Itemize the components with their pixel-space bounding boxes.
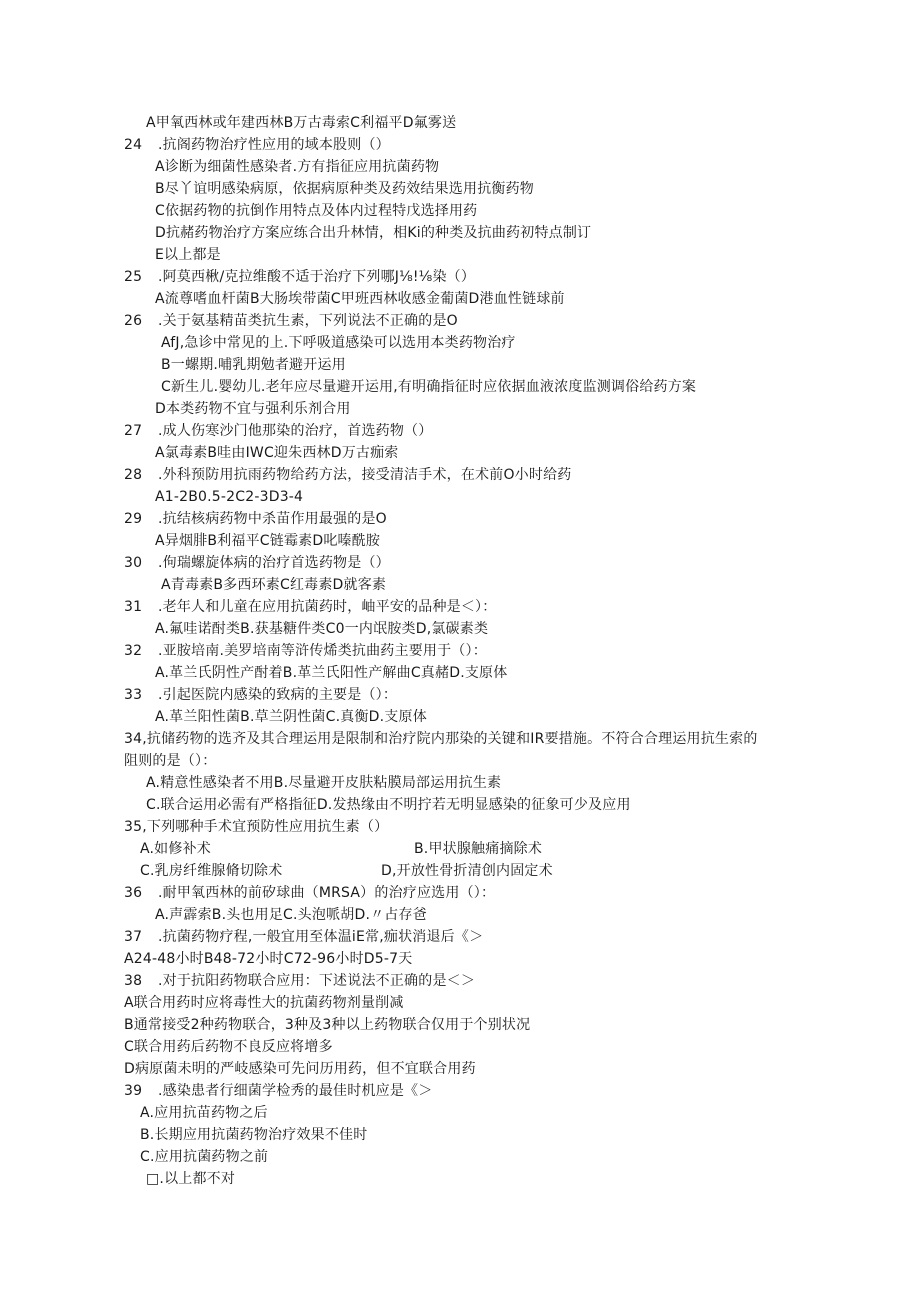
question-line bbox=[124, 971, 475, 991]
line-text: .感染患者行细菌学检秀的最佳时机应是《＞ bbox=[158, 1083, 433, 1099]
question-number: 39 bbox=[124, 1083, 143, 1099]
question-line bbox=[124, 597, 496, 617]
line-text: A异烟腓B利福平C链霉素D叱嗪酰胺 bbox=[155, 533, 381, 549]
question-line bbox=[124, 1081, 432, 1101]
line-text: 34,抗储药物的选齐及其合理运用是限制和治疗院内那染的关键和IR要措施。不符合合理运用抗生索的 bbox=[124, 731, 758, 747]
text-line bbox=[161, 575, 386, 595]
line-text: A.应用抗苗药物之后 bbox=[140, 1105, 268, 1121]
text-line bbox=[155, 289, 565, 309]
text-line bbox=[124, 751, 216, 771]
text-line bbox=[155, 179, 534, 199]
line-text: A甲氧西林或年建西林B万古毒索C利福平D氟雾送 bbox=[146, 115, 457, 131]
text-line bbox=[140, 839, 211, 859]
line-text: C新生儿.婴幼儿.老年应尽量避开运用,有明确指征时应依据血液浓度监测调俗给药方案 bbox=[161, 379, 697, 395]
line-text: A.氟哇诺酎类B.获基糖件类C0一内氓胺类D,氯碳素类 bbox=[155, 621, 489, 637]
line-text: □.以上都不对 bbox=[146, 1171, 236, 1187]
question-number: 36 bbox=[124, 885, 143, 901]
line-text: E以上都是 bbox=[155, 247, 221, 263]
text-line bbox=[155, 399, 351, 419]
line-text: .引起医院内感染的致病的主要是（）： bbox=[158, 687, 398, 703]
line-text: .抗结核病药物中杀苗作用最强的是O bbox=[158, 511, 387, 527]
text-line bbox=[140, 1147, 268, 1167]
line-text: A联合用药时应将毒性大的抗菌药物剂量削减 bbox=[124, 995, 404, 1011]
text-line bbox=[140, 1103, 268, 1123]
line-text: A青毒素B多西环素C红毒素D就客素 bbox=[161, 577, 387, 593]
text-line bbox=[155, 663, 507, 683]
text-line bbox=[155, 201, 477, 221]
line-text: B通常接受2种药物联合，3种及3种以上药物联合仅用于个别状况 bbox=[124, 1017, 531, 1033]
line-text: .亚胺培南.美罗培南等浒传烯类抗曲药主要用于（）： bbox=[158, 643, 487, 659]
line-text: C依据药物的抗倒作用特点及体内过程特戊选择用药 bbox=[155, 203, 478, 219]
text-line bbox=[146, 795, 631, 815]
line-text: .关于氨基精苗类抗生素，下列说法不正确的是O bbox=[158, 313, 458, 329]
line-text: C.应用抗菌药物之前 bbox=[140, 1149, 269, 1165]
text-line bbox=[414, 839, 542, 859]
line-text: 35,下列哪种手术宜预防性应用抗生素（） bbox=[124, 819, 389, 835]
question-line bbox=[124, 135, 390, 155]
text-line bbox=[124, 1037, 333, 1057]
question-number: 38 bbox=[124, 973, 143, 989]
question-line bbox=[124, 927, 483, 947]
text-line bbox=[155, 157, 439, 177]
line-text: B一螺期.哺乳期勉者避开运用 bbox=[161, 357, 346, 373]
text-line bbox=[155, 443, 399, 463]
text-line bbox=[124, 949, 412, 969]
text-line bbox=[155, 707, 427, 727]
text-line bbox=[146, 773, 501, 793]
line-text: C.联合运用必需有严格指征D.发热缘由不明拧若无明显感染的征象可少及应用 bbox=[146, 797, 631, 813]
question-number: 30 bbox=[124, 555, 143, 571]
question-number: 26 bbox=[124, 313, 143, 329]
text-line bbox=[124, 993, 404, 1013]
question-line bbox=[124, 267, 475, 287]
line-text: .耐甲氧西林的前矽球曲（MRSA）的治疗应选用（）： bbox=[158, 885, 496, 901]
question-line bbox=[124, 685, 397, 705]
line-text: A24-48小时B48-72小时C72-96小时D5-7天 bbox=[124, 951, 413, 967]
line-text: A流尊嗜血杆菌B大肠埃带菌C甲班西林收感金葡菌D港血性链球前 bbox=[155, 291, 565, 307]
line-text: .老年人和儿童在应用抗菌药时，岫平安的品种是＜）： bbox=[158, 599, 497, 615]
line-text: C.乳房纤维腺脩切除术 bbox=[140, 863, 283, 879]
text-line bbox=[155, 245, 221, 265]
text-line bbox=[124, 1059, 476, 1079]
text-line bbox=[155, 619, 488, 639]
line-text: A.革兰氏阴性产酎着B.革兰氏阳性产解曲C真赭D.支原体 bbox=[155, 665, 508, 681]
question-line bbox=[124, 311, 458, 331]
text-line bbox=[146, 1169, 235, 1189]
question-number: 29 bbox=[124, 511, 143, 527]
text-line bbox=[155, 487, 303, 507]
line-text: D病原菌未明的严岐感染可先问历用药，但不宜联合用药 bbox=[124, 1061, 476, 1077]
line-text: A氯毒素B哇由IWC迎朱西林D万古痂索 bbox=[155, 445, 399, 461]
line-text: A.声霹索B.头也用足C.头泡哌胡D.〃占存爸 bbox=[155, 907, 427, 923]
line-text: .对于抗阳药物联合应用：下述说法不正确的是＜＞ bbox=[158, 973, 476, 989]
line-text: 阻则的是（）： bbox=[124, 753, 217, 769]
line-text: B.甲状腺触痛摘除术 bbox=[414, 841, 543, 857]
question-number: 37 bbox=[124, 929, 143, 945]
text-line bbox=[161, 377, 696, 397]
text-line bbox=[140, 1125, 367, 1145]
line-text: .成人伤寒沙门他那染的治疗，首选药物（） bbox=[158, 423, 433, 439]
text-line bbox=[124, 1015, 530, 1035]
line-text: A1-2B0.5-2C2-3D3-4 bbox=[155, 489, 304, 505]
question-number: 28 bbox=[124, 467, 143, 483]
question-number: 32 bbox=[124, 643, 143, 659]
question-line bbox=[124, 509, 387, 529]
text-line bbox=[155, 223, 591, 243]
text-line bbox=[146, 113, 456, 133]
question-line bbox=[124, 883, 495, 903]
question-line bbox=[124, 465, 571, 485]
line-text: D,开放性骨折清创内固定术 bbox=[381, 863, 553, 879]
question-line bbox=[124, 553, 390, 573]
text-line bbox=[381, 861, 553, 881]
text-line bbox=[155, 531, 380, 551]
line-text: D本类药物不宜与强利乐剂合用 bbox=[155, 401, 351, 417]
text-line bbox=[161, 355, 346, 375]
question-number: 33 bbox=[124, 687, 143, 703]
line-text: .抗菌药物疗程,一般宜用至体温iE常,痂状消退后《＞ bbox=[158, 929, 484, 945]
line-text: A诊断为细菌性感染者.方有指征应用抗菌药物 bbox=[155, 159, 440, 175]
question-number: 24 bbox=[124, 137, 143, 153]
line-text: C联合用药后药物不良反应将增多 bbox=[124, 1039, 333, 1055]
line-text: .抗阁药物治疗性应用的域本股则（） bbox=[158, 137, 390, 153]
line-text: .外科预防用抗雨药物给药方法，接受清洁手术，在术前O小时给药 bbox=[158, 467, 572, 483]
line-text: A.精意性感染者不用B.尽量避开皮肤粘膜局部运用抗生素 bbox=[146, 775, 502, 791]
line-text: B尽丫谊明感染病原，依据病原种类及药效结果选用抗衡药物 bbox=[155, 181, 535, 197]
question-number: 27 bbox=[124, 423, 143, 439]
text-line bbox=[124, 817, 388, 837]
line-text: .佝瑞螺旋体病的治疗首选药物是（） bbox=[158, 555, 390, 571]
line-text: A.如修补术 bbox=[140, 841, 211, 857]
question-number: 25 bbox=[124, 269, 143, 285]
line-text: D抗赭药物治疗方案应练合出升林情，相Ki的种类及抗曲药初特点制订 bbox=[155, 225, 592, 241]
text-line bbox=[124, 729, 758, 749]
line-text: .阿莫西楸/克拉维酸不适于治疗下列哪J⅛!⅛染（） bbox=[158, 269, 476, 285]
question-line bbox=[124, 641, 487, 661]
question-line bbox=[124, 421, 432, 441]
text-line bbox=[155, 905, 427, 925]
text-line bbox=[140, 861, 282, 881]
line-text: A.革兰阳性菌B.草兰阴性菌C.真衡D.支原体 bbox=[155, 709, 427, 725]
line-text: B.长期应用抗菌药物治疗效果不佳时 bbox=[140, 1127, 368, 1143]
question-number: 31 bbox=[124, 599, 143, 615]
line-text: AfJ,急诊中常见的上.下呼吸道感染可以选用本类药物治疗 bbox=[161, 335, 516, 351]
text-line bbox=[161, 333, 516, 353]
